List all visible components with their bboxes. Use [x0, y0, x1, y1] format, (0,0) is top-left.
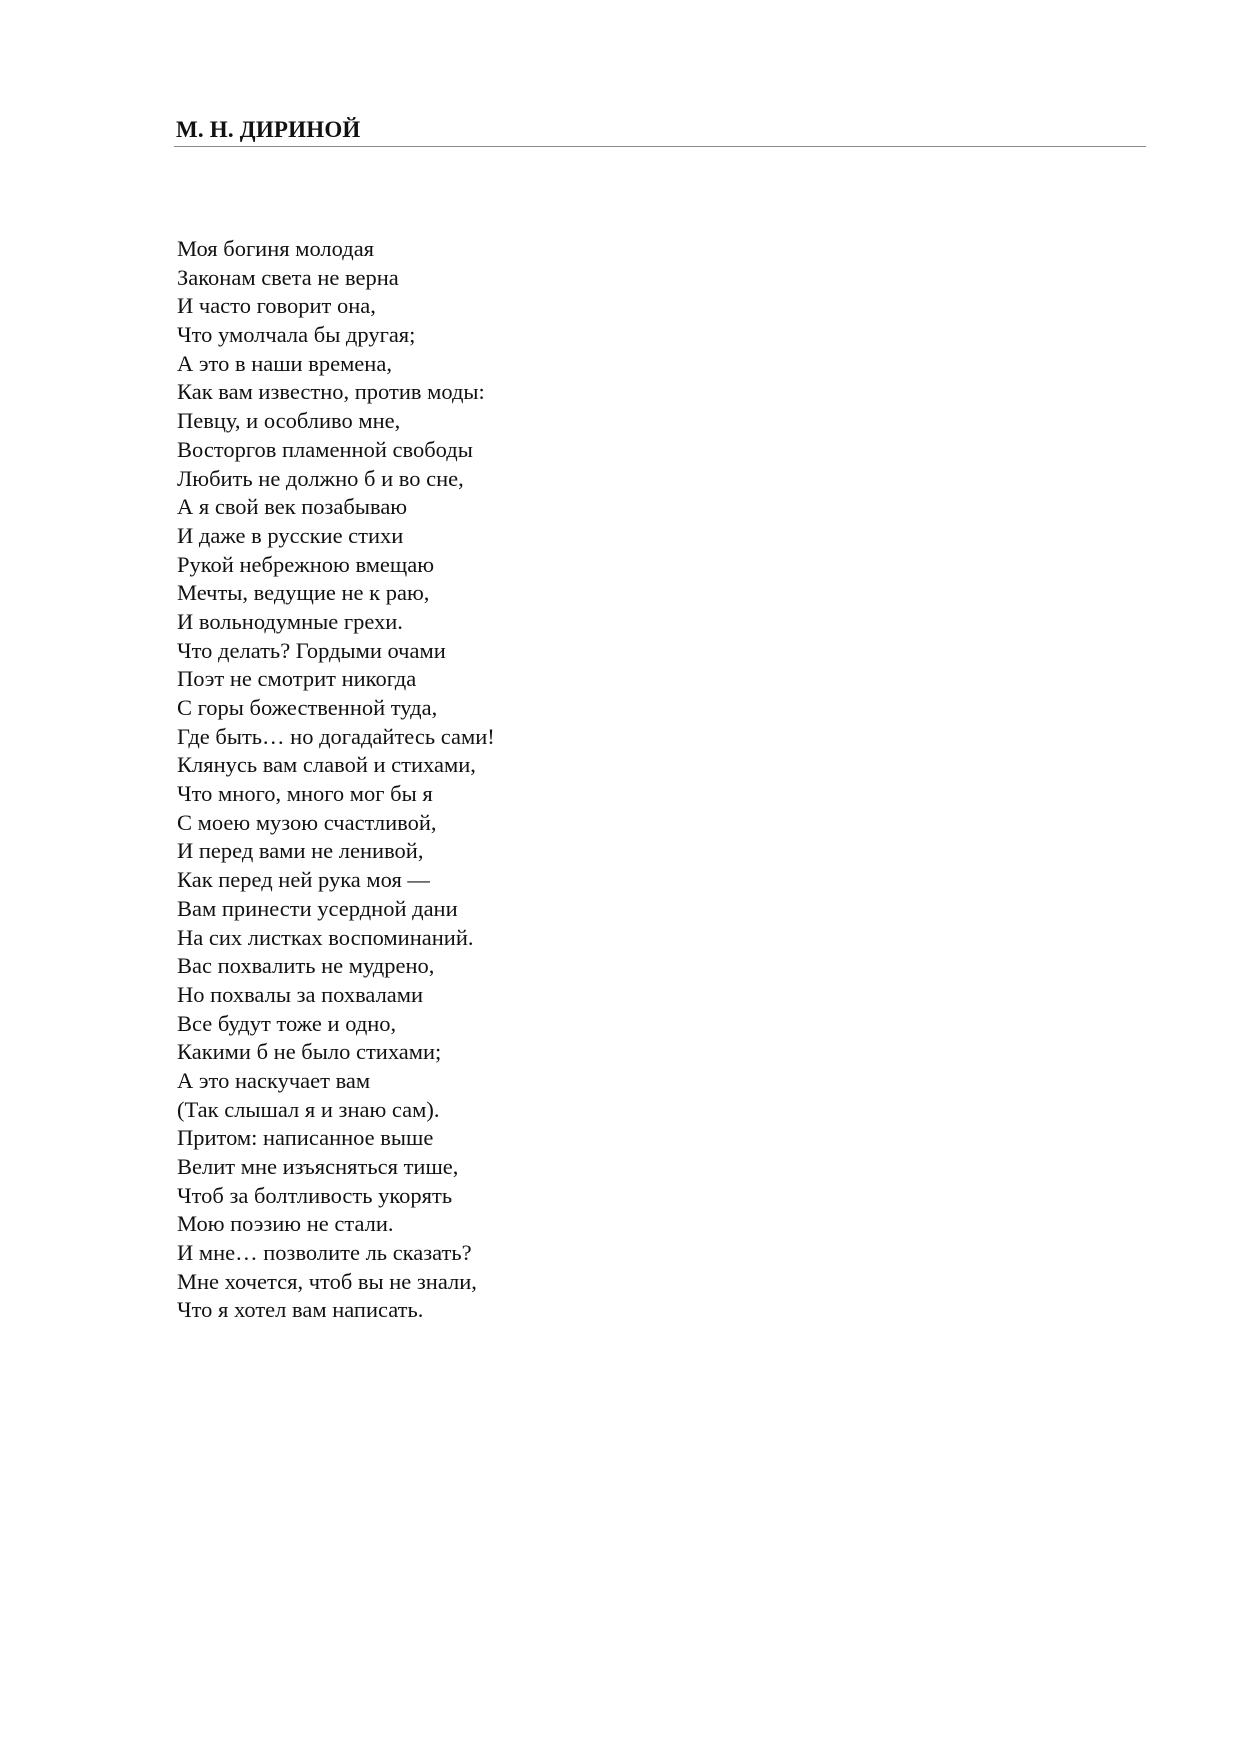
header-divider: [174, 146, 1146, 147]
poem-line: И перед вами не ленивой,: [177, 838, 424, 864]
poem-line: Но похвалы за похвалами: [177, 981, 424, 1007]
poem-line: Где быть… но догадайтесь сами!: [177, 723, 495, 749]
poem-line: С горы божественной туда,: [177, 695, 438, 720]
poem-line: А я свой век позабываю: [177, 494, 408, 520]
poem-line: А это в наши времена,: [177, 350, 392, 376]
poem-body: [177, 235, 877, 1325]
poem-line: Законам света не верна: [177, 264, 399, 290]
poem-line: Велит мне изъясняться тише,: [177, 1154, 459, 1179]
poem-line: Что делать? Гордыми очами: [177, 637, 446, 663]
poem-line: И мне… позволите ль сказать?: [177, 1240, 472, 1266]
poem-line: С моею музою счастливой,: [177, 809, 437, 835]
poem-line: Все будут тоже и одно,: [177, 1010, 397, 1036]
poem-line: Певцу, и особливо мне,: [177, 408, 401, 434]
poem-line: Мечты, ведущие не к раю,: [177, 580, 430, 606]
page-header: [174, 116, 1146, 148]
poem-line: И даже в русские стихи: [177, 522, 404, 548]
poem-line: А это наскучает вам: [177, 1067, 371, 1093]
poem-line: Притом: написанное выше: [177, 1125, 434, 1151]
poem-line: Как перед ней рука моя —: [177, 867, 430, 893]
poem-line: Что много, много мог бы я: [177, 781, 433, 807]
poem-line: Что я хотел вам написать.: [177, 1297, 424, 1323]
poem-line: Чтоб за болтливость укорять: [177, 1182, 453, 1208]
poem-line: Рукой небрежною вмещаю: [177, 551, 435, 577]
poem-line: Моя богиня молодая: [177, 236, 375, 261]
poem-line: Поэт не смотрит никогда: [177, 666, 417, 692]
poem-line: Что умолчала бы другая;: [177, 322, 416, 348]
poem-line: Вас похвалить не мудрено,: [177, 953, 435, 979]
poem-line: Мою поэзию не стали.: [177, 1211, 394, 1237]
poem-line: (Так слышал я и знаю сам).: [177, 1096, 440, 1122]
poem-line: Как вам известно, против моды:: [177, 379, 485, 405]
page-title: М. Н. ДИРИНОЙ: [176, 117, 361, 142]
poem-line: Какими б не было стихами;: [177, 1039, 442, 1065]
poem-line: Восторгов пламенной свободы: [177, 436, 473, 462]
poem-line: На сих листках воспоминаний.: [177, 924, 474, 950]
poem-line: Вам принести усердной дани: [177, 895, 458, 921]
poem-line: Мне хочется, чтоб вы не знали,: [177, 1268, 477, 1294]
poem-line: И вольнодумные грехи.: [177, 608, 403, 634]
poem-line: Любить не должно б и во сне,: [177, 465, 464, 491]
poem-line: И часто говорит она,: [177, 293, 376, 319]
poem-line: Клянусь вам славой и стихами,: [177, 752, 476, 778]
